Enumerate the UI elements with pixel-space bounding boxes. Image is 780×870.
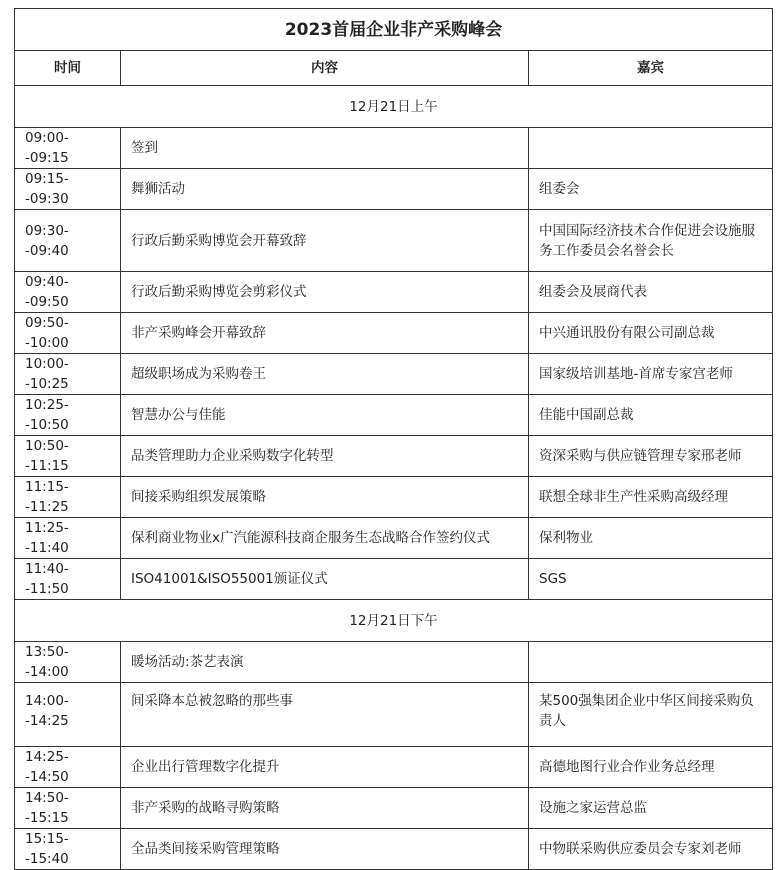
guest-cell: 某500强集团企业中华区间接采购负责人 — [529, 683, 773, 747]
header-guest: 嘉宾 — [529, 51, 773, 86]
time-cell: 09:30--09:40 — [15, 210, 121, 272]
content-cell: 暖场活动:茶艺表演 — [121, 642, 529, 683]
table-row — [15, 518, 773, 559]
page-title: 2023首届企业非产采购峰会 — [15, 9, 773, 51]
table-row — [15, 477, 773, 518]
table-row — [15, 747, 773, 788]
content-cell: ISO41001&ISO55001颁证仪式 — [121, 559, 529, 600]
header-time: 时间 — [15, 51, 121, 86]
guest-cell: 中物联采购供应委员会专家刘老师 — [529, 829, 773, 870]
table-row — [15, 210, 773, 272]
time-cell: 15:15--15:40 — [15, 829, 121, 870]
content-cell: 超级职场成为采购卷王 — [121, 354, 529, 395]
section-header: 12月21日下午 — [15, 600, 773, 642]
guest-cell: SGS — [529, 559, 773, 600]
content-cell: 舞狮活动 — [121, 169, 529, 210]
time-cell: 10:25--10:50 — [15, 395, 121, 436]
guest-cell: 设施之家运营总监 — [529, 788, 773, 829]
content-cell: 品类管理助力企业采购数字化转型 — [121, 436, 529, 477]
guest-cell: 国家级培训基地-首席专家宫老师 — [529, 354, 773, 395]
guest-cell: 联想全球非生产性采购高级经理 — [529, 477, 773, 518]
header-content: 内容 — [121, 51, 529, 86]
content-cell: 全品类间接采购管理策略 — [121, 829, 529, 870]
guest-cell: 组委会及展商代表 — [529, 272, 773, 313]
guest-cell: 资深采购与供应链管理专家邢老师 — [529, 436, 773, 477]
table-row — [15, 272, 773, 313]
time-cell: 11:40--11:50 — [15, 559, 121, 600]
table-row — [15, 354, 773, 395]
content-cell: 非产采购峰会开幕致辞 — [121, 313, 529, 354]
time-cell: 11:15--11:25 — [15, 477, 121, 518]
table-row — [15, 559, 773, 600]
time-cell: 09:40--09:50 — [15, 272, 121, 313]
guest-cell: 中兴通讯股份有限公司副总裁 — [529, 313, 773, 354]
content-cell: 企业出行管理数字化提升 — [121, 747, 529, 788]
guest-cell: 保利物业 — [529, 518, 773, 559]
content-cell: 保利商业物业x广汽能源科技商企服务生态战略合作签约仪式 — [121, 518, 529, 559]
time-cell: 10:50--11:15 — [15, 436, 121, 477]
time-cell: 10:00--10:25 — [15, 354, 121, 395]
agenda-table — [14, 8, 773, 870]
table-row — [15, 395, 773, 436]
content-cell: 行政后勤采购博览会开幕致辞 — [121, 210, 529, 272]
table-row — [15, 683, 773, 747]
content-cell: 签到 — [121, 128, 529, 169]
content-cell: 行政后勤采购博览会剪彩仪式 — [121, 272, 529, 313]
table-row — [15, 313, 773, 354]
time-cell: 11:25--11:40 — [15, 518, 121, 559]
guest-cell: 佳能中国副总裁 — [529, 395, 773, 436]
content-cell: 间接采购组织发展策略 — [121, 477, 529, 518]
guest-cell — [529, 642, 773, 683]
content-cell: 智慧办公与佳能 — [121, 395, 529, 436]
table-row — [15, 642, 773, 683]
table-row — [15, 788, 773, 829]
time-cell: 13:50--14:00 — [15, 642, 121, 683]
time-cell: 09:15--09:30 — [15, 169, 121, 210]
guest-cell — [529, 128, 773, 169]
section-header: 12月21日上午 — [15, 86, 773, 128]
table-row — [15, 436, 773, 477]
table-row — [15, 169, 773, 210]
time-cell: 14:00--14:25 — [15, 683, 121, 747]
table-row — [15, 128, 773, 169]
guest-cell: 高德地图行业合作业务总经理 — [529, 747, 773, 788]
content-cell: 间采降本总被忽略的那些事 — [121, 683, 529, 747]
time-cell: 09:00--09:15 — [15, 128, 121, 169]
time-cell: 14:25--14:50 — [15, 747, 121, 788]
guest-cell: 中国国际经济技术合作促进会设施服务工作委员会名誉会长 — [529, 210, 773, 272]
time-cell: 09:50--10:00 — [15, 313, 121, 354]
time-cell: 14:50--15:15 — [15, 788, 121, 829]
content-cell: 非产采购的战略寻购策略 — [121, 788, 529, 829]
guest-cell: 组委会 — [529, 169, 773, 210]
